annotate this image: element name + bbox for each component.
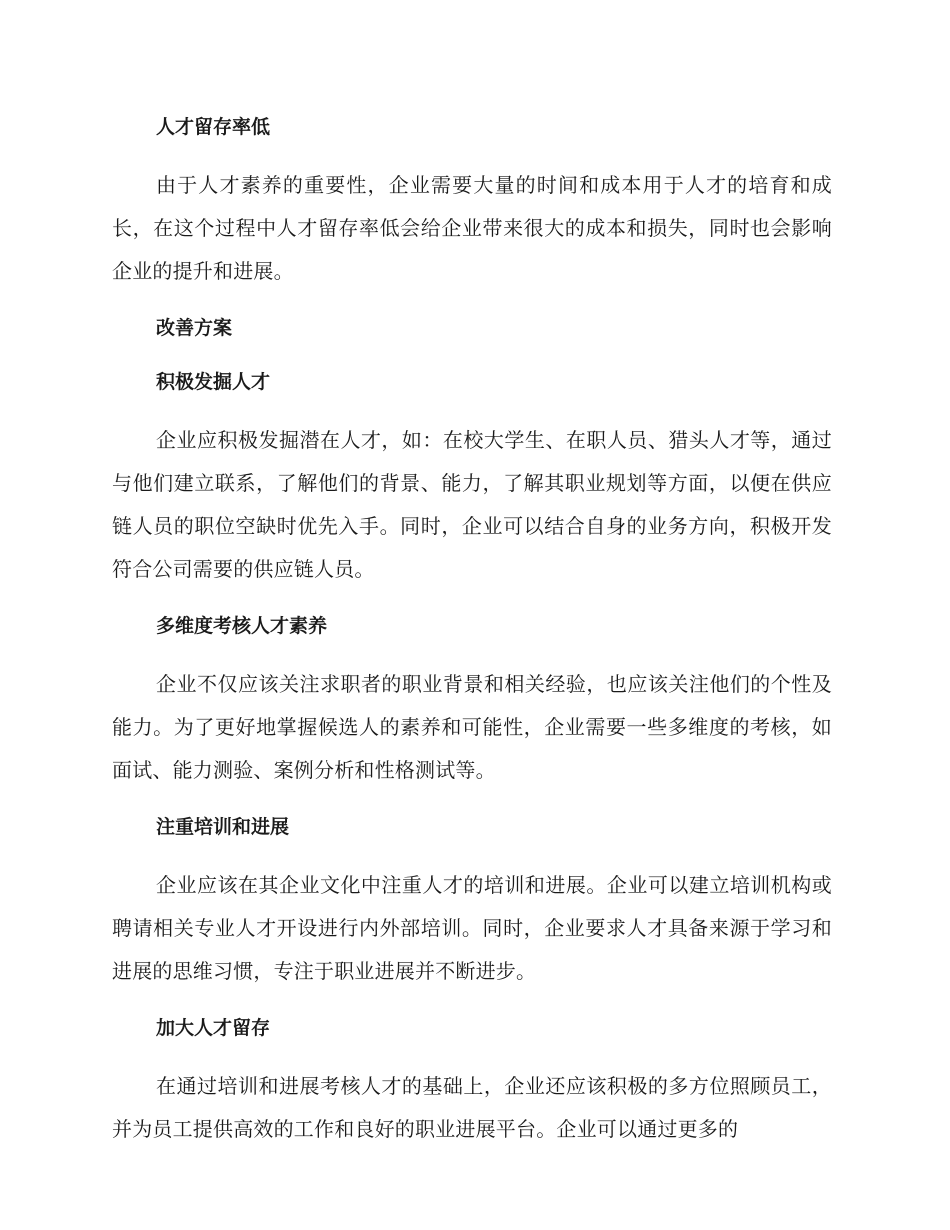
section-paragraph: 企业应积极发掘潜在人才，如：在校大学生、在职人员、猎头人才等，通过与他们建立联系，了解他们的背景、能力，了解其职业规划等方面，以便在供应链人员的职位空缺时优先入手。同时，企业可以结合自身的业务方向，积极开发符合公司需要的供应链人员。 [112,428,832,581]
section-heading: 积极发掘人才 [156,371,271,393]
section-paragraph: 企业应该在其企业文化中注重人才的培训和进展。企业可以建立培训机构或聘请相关专业人才开设进行内外部培训。同时，企业要求人才具备来源于学习和进展的思维习惯，专注于职业进展并不断进步。 [112,873,832,983]
section-heading: 加大人才留存 [156,1017,271,1039]
section-paragraph: 由于人才素养的重要性，企业需要大量的时间和成本用于人才的培育和成长，在这个过程中人才留存率低会给企业带来很大的成本和损失，同时也会影响企业的提升和进展。 [112,173,832,283]
section-heading: 多维度考核人才素养 [156,615,328,637]
section-paragraph: 企业不仅应该关注求职者的职业背景和相关经验，也应该关注他们的个性及能力。为了更好地掌握候选人的素养和可能性，企业需要一些多维度的考核，如面试、能力测验、案例分析和性格测试等。 [112,672,832,782]
section-heading: 注重培训和进展 [156,816,290,838]
document-page [112,112,832,1151]
section-heading: 人才留存率低 [156,116,271,138]
section-heading: 改善方案 [156,317,233,339]
section-paragraph: 在通过培训和进展考核人才的基础上，企业还应该积极的多方位照顾员工，并为员工提供高效的工作和良好的职业进展平台。企业可以通过更多的 [112,1074,832,1141]
